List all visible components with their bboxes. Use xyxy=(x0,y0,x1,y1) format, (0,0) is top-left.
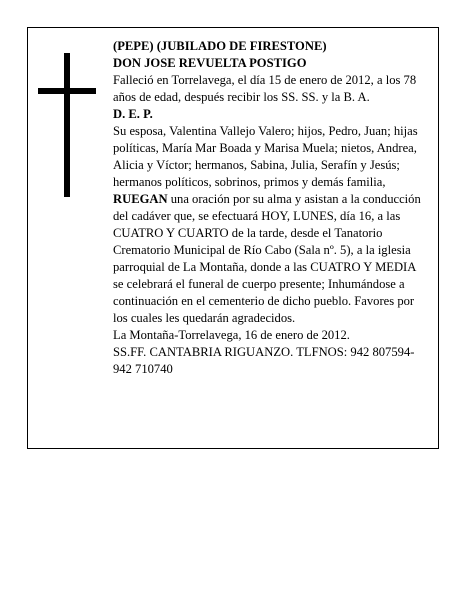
request-text: una oración por su alma y asistan a la conducción del cadáver que, se efectuará HOY, LUNES, día 16, a las CUATRO Y CUARTO de la tarde, desde el Tanatorio Crematorio Municipal de Río Cabo (Sala nº. 5), a la iglesia parroquial de La Montaña, donde a las CUATRO Y MEDIA se celebrará el funeral de cuerpo presente; Inhumándose a continuación en el cementerio de dicho pueblo. Favores por los cuales les quedarán agradecidos. xyxy=(113,192,421,325)
death-notice: Falleció en Torrelavega, el día 15 de enero de 2012, a los 78 años de edad, después recibir los SS. SS. y la B. A. xyxy=(113,73,417,104)
deceased-alias: (PEPE) (JUBILADO DE FIRESTONE) xyxy=(113,39,327,53)
family-list: Su esposa, Valentina Vallejo Valero; hijos, Pedro, Juan; hijas políticas, María Mar Boada y Marisa Muela; nietos, Andrea, Alicia y Víctor; hermanos, Sabina, Julia, Serafín y Jesús; hermanos políticos, sobrinos, primos y demás familia, xyxy=(113,124,418,189)
cross-horizontal-bar xyxy=(38,88,96,94)
cross-icon xyxy=(38,53,96,197)
rest-in-peace: D. E. P. xyxy=(113,107,153,121)
deceased-name: DON JOSE REVUELTA POSTIGO xyxy=(113,56,307,70)
funeral-home: SS.FF. CANTABRIA RIGUANZO. TLFNOS: 942 807594-942 710740 xyxy=(113,345,415,376)
cross-vertical-bar xyxy=(64,53,70,197)
request-lead: RUEGAN xyxy=(113,192,168,206)
place-date: La Montaña-Torrelavega, 16 de enero de 2012. xyxy=(113,328,350,342)
funeral-request xyxy=(113,191,425,327)
obituary-text xyxy=(113,38,425,378)
